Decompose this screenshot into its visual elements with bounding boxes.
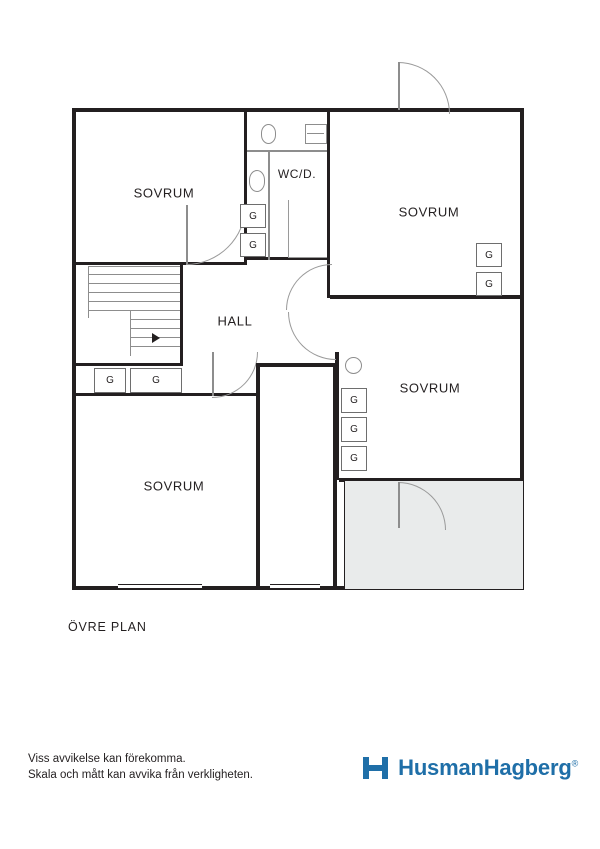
room-label-sovrum-nw: SOVRUM — [133, 185, 195, 201]
wall-outer-top — [72, 108, 524, 112]
shower-icon — [305, 124, 327, 144]
door-arc-bedroom-sw — [212, 352, 258, 398]
room-label-wc: WC/D. — [277, 167, 317, 181]
door-arc-wc — [288, 200, 330, 258]
wall-stair-right — [180, 262, 183, 366]
window-sw-bottom — [118, 584, 202, 589]
closet-box: G — [94, 368, 126, 393]
toilet-icon — [261, 124, 276, 144]
husmanhagberg-mark-icon — [363, 757, 389, 779]
closet-box: G — [130, 368, 182, 393]
door-arc-entry-top — [398, 62, 450, 114]
wall-mid-room-right — [333, 363, 337, 590]
plan-caption: ÖVRE PLAN — [68, 620, 147, 634]
door-leaf-bedroom-nw — [186, 205, 188, 264]
disclaimer-line-1: Viss avvikelse kan förekomma. — [28, 753, 186, 765]
brand-logo — [363, 755, 578, 781]
closet-box: G — [341, 388, 367, 413]
radiator-knob-icon — [345, 357, 362, 374]
stair-direction-arrow — [152, 333, 160, 343]
staircase — [88, 266, 180, 360]
door-arc-hall-ne — [286, 264, 332, 310]
door-leaf-entry-top — [398, 62, 400, 110]
closet-box: G — [341, 417, 367, 442]
wall-wc-inner-top — [247, 150, 330, 152]
door-arc-hall-e — [288, 312, 336, 360]
room-label-sovrum-ne: SOVRUM — [398, 204, 460, 220]
closet-box: G — [476, 272, 502, 296]
room-label-hall: HALL — [217, 313, 253, 329]
balcony-area — [344, 480, 524, 590]
wall-bedroom-nw-bottom — [76, 262, 247, 265]
window-mid-bottom — [270, 584, 320, 589]
closet-box: G — [341, 446, 367, 471]
wall-wc-inner-divider — [268, 150, 270, 260]
brand-name-text: HusmanHagberg — [398, 755, 572, 780]
wall-bedroom-sw-right — [256, 363, 260, 590]
disclaimer-text — [28, 751, 253, 783]
door-leaf-balcony — [398, 482, 400, 528]
registered-mark: ® — [571, 758, 578, 769]
shower-glyph — [307, 133, 324, 134]
brand-name — [398, 755, 578, 781]
wall-stair-bottom — [76, 363, 183, 366]
footer — [0, 729, 600, 849]
door-leaf-bedroom-sw — [212, 352, 214, 396]
closet-box: G — [476, 243, 502, 267]
closet-box: G — [240, 204, 266, 228]
room-label-sovrum-e: SOVRUM — [399, 380, 461, 396]
closet-box: G — [240, 233, 266, 257]
door-arc-bedroom-nw — [186, 205, 246, 265]
sink-icon — [249, 170, 265, 192]
room-label-sovrum-sw: SOVRUM — [143, 478, 205, 494]
wall-mid-room-top — [256, 363, 337, 367]
wall-outer-left — [72, 108, 76, 590]
disclaimer-line-2: Skala och mått kan avvika från verkligheten. — [28, 769, 254, 781]
